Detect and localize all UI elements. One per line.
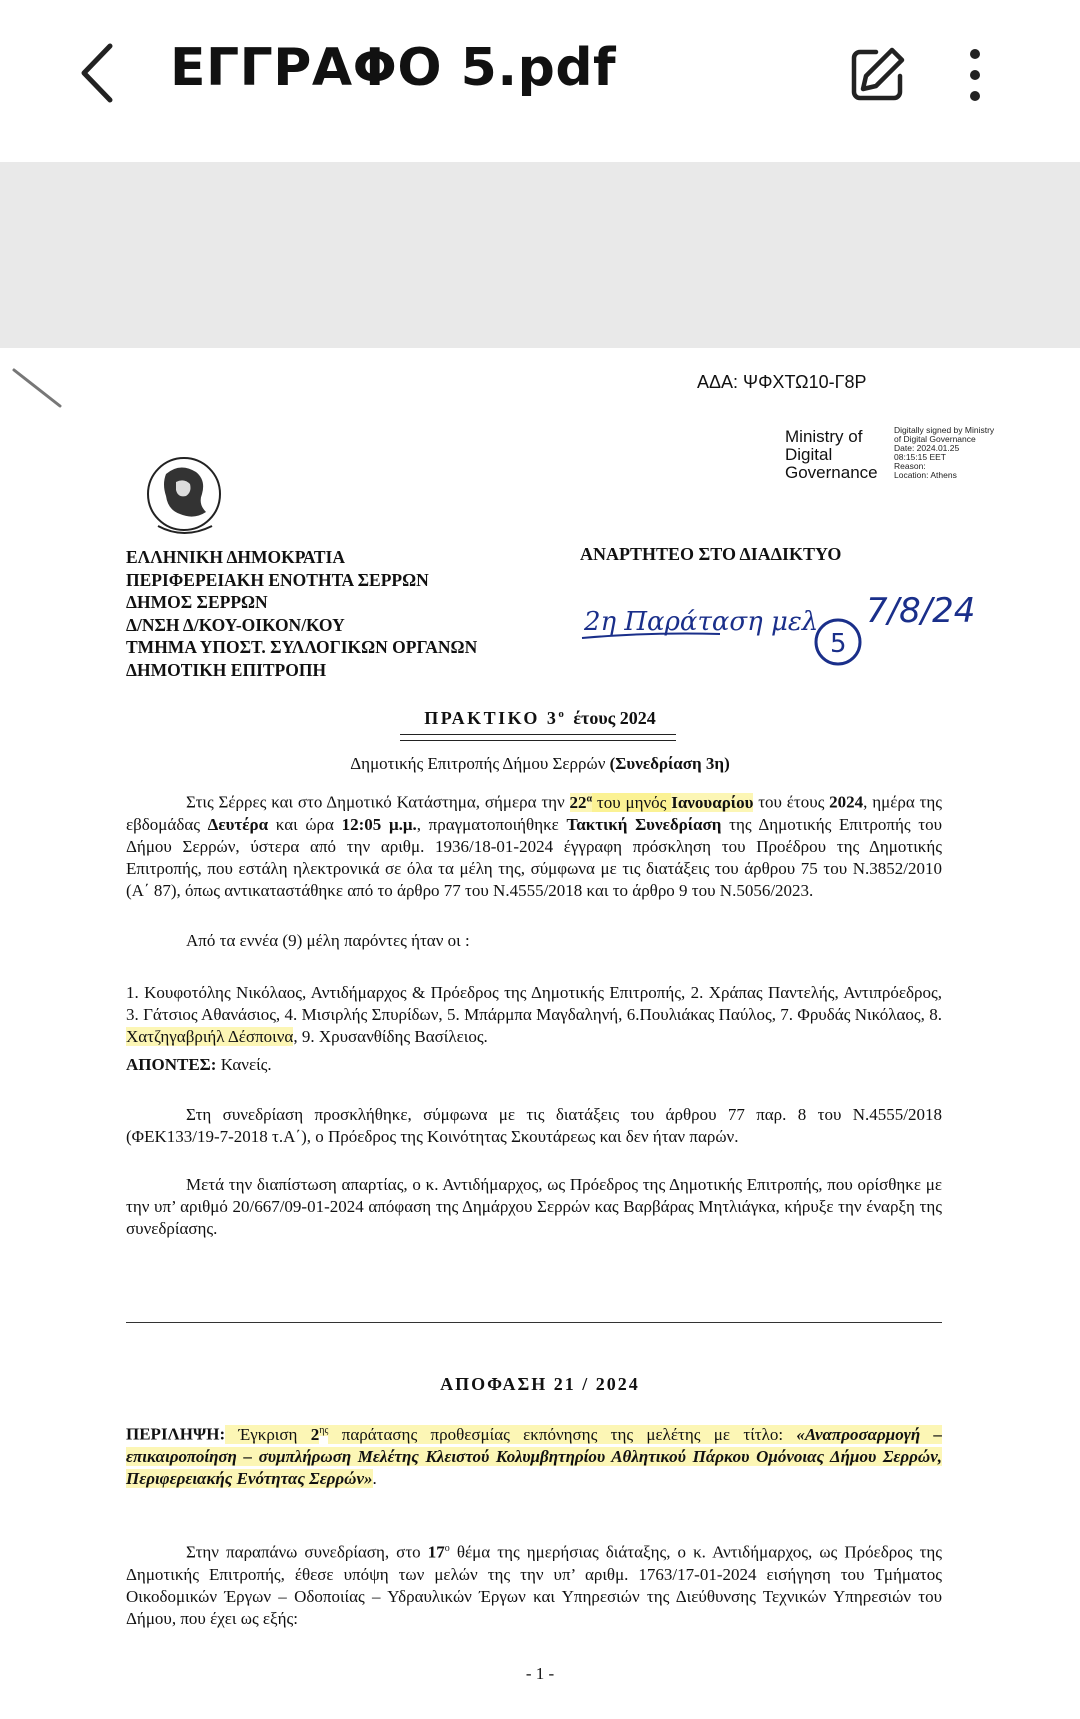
- signature-line: Location: Athens: [894, 470, 957, 480]
- signature-line: Date: 2024.01.25: [894, 443, 960, 453]
- minutes-number-sup: ο: [558, 708, 567, 720]
- signer-line: Governance: [785, 463, 878, 482]
- issuer-header: [126, 546, 477, 681]
- quorum-paragraph: Μετά την διαπίστωση απαρτίας, ο κ. Αντιδήμαρχος, ως Πρόεδρος της Δημοτικής Επιτροπής, που ορίσθηκε με την υπ’ αριθμό 20/667/09-01-2024 απόφαση της Δημάρχου Σερρών κας Βαρβάρας Μητλιάγκα, κήρυξε την έναρξη της συνεδρίασης.: [126, 1175, 942, 1238]
- issuer-line: ΕΛΛΗΝΙΚΗ ΔΗΜΟΚΡΑΤΙΑ: [126, 547, 345, 567]
- posted-online-label: ΑΝΑΡΤΗΤΕΟ ΣΤΟ ΔΙΑΔΙΚΤΥΟ: [580, 544, 842, 564]
- signature-line: Digitally signed by Ministry: [894, 425, 995, 435]
- members-list: 1. Κουφοτόλης Νικόλαος, Αντιδήμαρχος & Πρόεδρος της Δημοτικής Επιτροπής, 2. Χράπας Παντελής, Αντιπρόεδρος, 3. Γάτσιος Αθανάσιος, 4. Μισιρλής Σπυρίδων, 5. Μπάρμπα Μαγδαληνή, 6.Πουλιάκας Παύλος, 7. Φρυδάς Νικόλαος, 8. Χατζηγαβριήλ Δέσποινα, 9. Χρυσανθίδης Βασίλειος.: [126, 983, 942, 1046]
- double-rule: [400, 734, 676, 741]
- signer-line: Ministry of: [785, 427, 863, 446]
- handwritten-note: [580, 572, 980, 672]
- digital-signature-info: [894, 426, 994, 480]
- absent-line: ΑΠΟΝΤΕΣ: Κανείς.: [126, 1055, 272, 1074]
- signer-block: [785, 428, 878, 482]
- handwritten-text: 2η Παράταση μελ: [584, 607, 819, 637]
- session-number: (Συνεδρίαση 3η): [609, 754, 730, 773]
- municipality-logo: [138, 456, 234, 540]
- decision-title: ΑΠΟΦΑΣΗ 21 / 2024: [440, 1374, 640, 1394]
- signer-line: Digital: [785, 445, 833, 464]
- issuer-line: ΤΜΗΜΑ ΥΠΟΣΤ. ΣΥΛΛΟΓΙΚΩΝ ΟΡΓΑΝΩΝ: [126, 637, 478, 657]
- section-divider: [126, 1322, 942, 1323]
- minutes-word: ΠΡΑΚΤΙΚΟ: [424, 708, 540, 728]
- page-gap: [0, 162, 1080, 348]
- document-title: ΕΓΓΡΑΦΟ 5.pdf: [170, 38, 617, 98]
- issuer-line: ΔΗΜΟΤΙΚΗ ΕΠΙΤΡΟΠΗ: [126, 659, 327, 680]
- issuer-line: Δ/ΝΣΗ Δ/ΚΟΥ-ΟΙΚΟΝ/ΚΟΥ: [126, 614, 345, 635]
- issuer-line: ΔΗΜΟΣ ΣΕΡΡΩΝ: [126, 592, 268, 612]
- summary-paragraph: ΠΕΡΙΛΗΨΗ: Έγκριση $2^{\eta\varsigma}$ παράτασης προθεσμίας εκπόνησης της μελέτης με τίτλο: «Αναπροσαρμογή – επικαιροποίηση – συμπλήρωση Μελέτης Κλειστού Κολυμβητηρίου Αθλητικού Πάρκου Ομόνοιας Δήμου Σερρών, Περιφερειακής Ενότητας Σερρών».: [126, 1424, 942, 1488]
- minutes-number: 3: [546, 708, 559, 728]
- edit-icon: [846, 44, 908, 106]
- signature-line: Reason:: [894, 461, 926, 471]
- more-options-button[interactable]: [950, 44, 1000, 106]
- handwritten-number: 5: [830, 629, 847, 659]
- intro-paragraph: Στις Σέρρες και στο Δημοτικό Κατάστημα, σήμερα την $22^\alpha$ του μηνός Ιανουαρίου του έτους 2024, ημέρα της εβδομάδας Δευτέρα και ώρα 12:05 μ.μ., πραγματοποιήθηκε Τακτική Συνεδρίαση της Δημοτικής Επιτροπής του Δήμου Σερρών, ύστερα από την αριθμ. 1936/18-01-2024 έγγραφη πρόσκληση του Προέδρου της Δημοτικής Επιτροπής, που εστάλη ηλεκτρονικά σε όλα τα μέλη της, σύμφωνα με τις διατάξεις του άρθρου 75 του Ν.3852/2010 (Α΄ 87), όπως αντικαταστάθηκε από το άρθρο 77 του Ν.4555/2018 και το άρθρο 9 του Ν.5056/2023.: [126, 792, 943, 900]
- minutes-subtitle: [0, 754, 1080, 774]
- present-intro: Από τα εννέα (9) μέλη παρόντες ήταν οι :: [186, 931, 470, 950]
- pdf-page[interactable]: [0, 348, 1080, 1719]
- chevron-left-icon: [72, 38, 128, 108]
- subtitle-text: Δημοτικής Επιτροπής Δήμου Σερρών: [350, 754, 606, 773]
- more-vert-icon: [950, 44, 1000, 106]
- handwritten-date: 7/8/24: [866, 591, 976, 631]
- edit-button[interactable]: [846, 44, 908, 106]
- signature-line: 08:15:15 EET: [894, 452, 946, 462]
- body-paragraph: Στην παραπάνω συνεδρίαση, στο $17^o$ θέμα της ημερήσιας διάταξης, ο κ. Αντιδήμαρχος, ως Πρόεδρος της Δημοτικής Επιτροπής, έθεσε υπόψη των μελών της την υπ’ αριθμ. 1763/17-01-2024 εισήγηση του Τμήματος Οικοδομικών Έργων – Οδοποιίας – Υδραυλικών Έργων και Υπηρεσιών της Διεύθυνσης Τεχνικών Υπηρεσιών του Δήμου, που έχει ως εξής:: [126, 1542, 942, 1628]
- app-bar: [0, 0, 1080, 162]
- minutes-title: [0, 708, 1080, 729]
- signature-line: of Digital Governance: [894, 434, 976, 444]
- invited-paragraph: Στη συνεδρίαση προσκλήθηκε, σύμφωνα με τις διατάξεις του άρθρου 77 παρ. 8 του Ν.4555/2018 (ΦΕΚ133/19-7-2018 τ.Α΄), ο Πρόεδρος της Κοινότητας Σκουτάρεως και δεν ήταν παρών.: [126, 1105, 942, 1146]
- issuer-line: ΠΕΡΙΦΕΡΕΙΑΚΗ ΕΝΟΤΗΤΑ ΣΕΡΡΩΝ: [126, 569, 429, 590]
- page-number: - 1 -: [525, 1664, 555, 1683]
- back-button[interactable]: [72, 38, 128, 108]
- minutes-year: έτους 2024: [573, 708, 656, 728]
- ada-code: ΑΔΑ: ΨΦΧΤΩ10-Γ8Ρ: [697, 372, 867, 392]
- scan-mark: [12, 366, 62, 410]
